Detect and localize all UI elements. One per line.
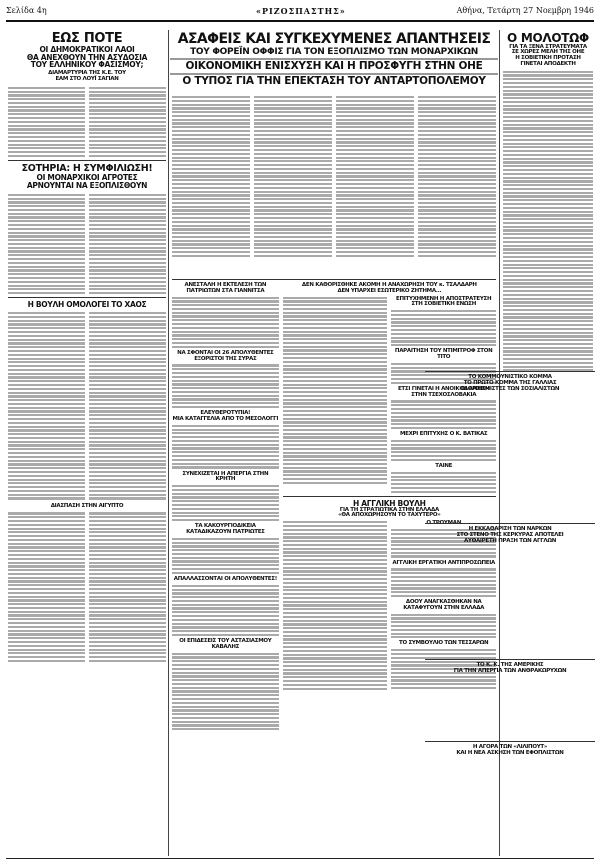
article-headline: ΟΙ ΜΟΝΑΡΧΙΚΟΙ ΑΓΡΟΤΕΣ bbox=[36, 173, 138, 183]
article-headline: ΤΟΥ ΕΛΛΗΝΙΚΟΥ ΦΑΣΙΣΜΟΥ; bbox=[30, 60, 144, 70]
banner-headline: ΟΙΚΟΝΟΜΙΚΗ ΕΝΙΣΧΥΣΗ ΚΑΙ Η ΠΡΟΣΦΥΓΗ ΣΤΗΝ ΟΗΕ bbox=[185, 60, 483, 73]
left-column bbox=[8, 32, 166, 862]
article-headline: ΣΥΝΕΧΙΖΕΤΑΙ Η ΑΠΕΡΓΙΑ ΣΤΗΝ ΚΡΗΤΗ bbox=[182, 470, 269, 483]
article-headline: ΤΟ ΣΥΜΒΟΥΛΙΟ ΤΩΝ ΤΕΣΣΑΡΩΝ bbox=[399, 640, 489, 647]
article-headline: ΜΙΑ ΚΑΤΑΓΓΕΛΙΑ ΑΠΟ ΤΟ ΜΕΣΟΛΟΓΓΙ bbox=[172, 415, 279, 422]
article-headline: ΣΕ ΧΩΡΕΣ ΜΕΛΗ ΤΗΣ ΟΗΕ bbox=[511, 49, 585, 56]
article-headline: ΓΙΑ ΤΗΝ ΑΠΕΡΓΙΑ ΤΩΝ ΑΝΘΡΑΚΩΡΥΧΩΝ bbox=[453, 667, 567, 674]
banner-headline: ΑΣΑΦΕΙΣ ΚΑΙ ΣΥΓΚΕΧΥΜΕΝΕΣ ΑΠΑΝΤΗΣΕΙΣ bbox=[177, 31, 491, 47]
article-headline: ΑΥΘΑΙΡΕΤΗ ΠΡΑΞΗ ΤΩΝ ΑΓΓΛΩΝ bbox=[463, 537, 557, 544]
article-headline: ΔΙΑΣΠΑΣΗ ΣΤΗΝ ΑΙΓΥΠΤΟ bbox=[50, 502, 124, 509]
banner-headline: Ο ΤΥΠΟΣ ΓΙΑ ΤΗΝ ΕΠΕΚΤΑΣΗ ΤΟΥ ΑΝΤΑΡΤΟΠΟΛΕΜΟΥ bbox=[182, 75, 486, 88]
article-headline: ΓΙΝΕΤΑΙ ΑΠΟΔΕΚΤΗ bbox=[520, 60, 576, 67]
article-headline: ΓΙΑ ΤΗ ΣΤΡΑΤΙΩΤΙΚΑ ΣΤΗΝ ΕΛΛΑΔΑ bbox=[339, 506, 439, 513]
article-headline: Ο ΤΡΟΥΜΑΝ bbox=[426, 520, 462, 527]
article-headline: ΓΙΑ ΤΑ ΞΕΝΑ ΣΤΡΑΤΕΥΜΑΤΑ bbox=[509, 43, 587, 50]
article-headline: ΕΛΕΥΘΕΡΟΤΥΠΙΑ! bbox=[200, 410, 251, 417]
article-headline: ΟΙ ΑΛΧΗΜΙΣΤΕΣ ΤΩΝ ΣΟΣΙΑΛΙΣΤΩΝ bbox=[460, 385, 560, 392]
article-headline: ΣΟΤΗΡΙΑ: Η ΣΥΜΦΙΛΙΩΣΗ! bbox=[21, 163, 153, 175]
column-rule bbox=[499, 30, 500, 856]
article-headline: ΑΠΑΛΛΑΣΣΟΝΤΑΙ ΟΙ ΑΠΟΛΥΘΕΝΤΕΣ! bbox=[173, 576, 277, 582]
article-headline: ΜΕΧΡΙ ΕΠΙΤΥΧΗΣ Ο Κ. ΒΑΤΙΚΑΣ bbox=[399, 431, 488, 438]
column-rule bbox=[168, 30, 169, 856]
article-headline: ΤΑΙΝΕ bbox=[435, 462, 453, 469]
article-headline: ΕΠΙΤΥΧΗΜΕΝΗ Η ΑΠΟΣΤΡΑΤΕΥΣΗ ΣΤΗ ΣΟΒΙΕΤΙΚΗ ΕΝΩΣΗ bbox=[396, 295, 492, 308]
banner-headline: ΤΟΥ ΦΟΡΕΪΝ ΟΦΦΙΣ ΓΙΑ ΤΟΝ ΕΞΟΠΛΙΣΜΟ ΤΩΝ ΜΟΝΑΡΧΙΚΩΝ bbox=[190, 46, 478, 57]
article-headline: Η ΑΓΓΛΙΚΗ ΒΟΥΛΗ bbox=[353, 498, 426, 508]
article-headline: ΕΩΣ ΠΟΤΕ bbox=[51, 32, 123, 46]
article-headline: ΟΙ ΕΠΙΔΕΣΕΙΣ ΤΟΥ ΑΣΤΑΣΙΑΣΜΟΥ ΚΑΒΑΛΗΣ bbox=[179, 638, 272, 650]
article-headline: ΔΕΝ ΥΠΑΡΧΕΙ ΕΣΩΤΕΡΙΚΟ ΖΗΤΗΜΑ... bbox=[337, 287, 442, 294]
article-headline: ΑΡΝΟΥΝΤΑΙ ΝΑ ΕΞΟΠΛΙΣΘΟΥΝ bbox=[26, 180, 148, 190]
article-headline: ΚΑΙ Η ΝΕΑ ΑΣΚΗΣΗ ΤΩΝ ΕΦΟΠΛΙΣΤΩΝ bbox=[456, 749, 564, 756]
article-headline: ΝΑ ΣΦΟΝΤΑΙ ΟΙ 26 ΑΠΟΛΥΘΕΝΤΕΣ ΕΞΟΡΙΣΤΟΙ ΤΗΣ ΣΥΡΑΣ bbox=[177, 349, 274, 362]
article-headline: ΕΤΣΙ ΓΙΝΕΤΑΙ Η ΑΝΟΙΚΟΔΟΜΗΣΗ ΣΤΗΝ ΤΣΕΧΟΣΛΟΒΑΚΙΑ bbox=[397, 385, 490, 398]
article-headline: ΠΑΡΑΙΤΗΣΗ ΤΟΥ ΝΤΙΜΙΤΡΟΦ ΣΤΟΝ ΤΙΤΟ bbox=[394, 348, 493, 361]
article-headline: ΔΟΟΥ ΑΝΑΓΚΑΣΘΗΚΑΝ ΝΑ ΚΑΤΑΦΥΓΟΥΝ ΣΤΗΝ ΕΛΛΑΔΑ bbox=[403, 599, 485, 611]
article-headline: ΑΝΕΣΤΑΛΗ Η ΕΚΤΕΛΕΣΗ ΤΩΝ ΠΑΤΡΙΩΤΩΝ ΣΤΑ ΓΙΑΝΝΙΤΣΑ bbox=[184, 282, 267, 294]
apergia-block bbox=[425, 656, 595, 675]
kommunist-block bbox=[425, 368, 595, 392]
lilipout-block bbox=[425, 738, 595, 757]
article-headline: «ΘΑ ΑΠΟΧΩΡΗΣΟΥΝ ΤΟ ΤΑΧΥΤΕΡΟ» bbox=[338, 512, 441, 519]
article-headline: ΔΕΝ ΚΑΘΟΡΙΣΘΗΚΕ ΑΚΟΜΗ Η ΑΝΑΧΩΡΗΣΗ ΤΟΥ κ. ΤΣΑΛΔΑΡΗ bbox=[301, 282, 477, 288]
article-headline: Η ΣΟΒΙΕΤΙΚΗ ΠΡΟΤΑΣΗ bbox=[515, 55, 581, 62]
article-headline: Η ΒΟΥΛΗ ΟΜΟΛΟΓΕΙ ΤΟ ΧΑΟΣ bbox=[27, 300, 147, 310]
article-subheadline: ΔΙΑΜΑΡΤΥΡΙΑ ΤΗΣ Κ.Ε. ΤΟΥ bbox=[48, 70, 126, 77]
footer-rule bbox=[6, 858, 594, 859]
page-number: Σελίδα 4η bbox=[6, 6, 47, 15]
masthead: «ΡΙΖΟΣΠΑΣΤΗΣ» bbox=[256, 6, 346, 16]
article-headline: ΑΓΓΛΙΚΗ ΕΡΓΑΤΙΚΗ ΑΝΤΙΠΡΟΣΩΠΕΙΑ bbox=[392, 559, 495, 566]
article-subheadline: ΕΑΜ ΣΤΟ ΛΟΥΪ ΣΑΓΙΑΝ bbox=[55, 76, 119, 83]
main-banner bbox=[170, 32, 498, 87]
issue-date: Αθήνα, Τετάρτη 27 Νοεμβρη 1946 bbox=[456, 6, 594, 15]
article-headline: ΣΤΟ ΣΤΕΝΟ ΤΗΣ ΚΕΡΚΥΡΑΣ ΑΠΟΤΕΛΕΙ bbox=[456, 531, 564, 538]
narkes-block bbox=[425, 520, 595, 544]
header-rule bbox=[6, 20, 594, 22]
article-headline: ΤΟ Κ. Κ. ΤΗΣ ΑΜΕΡΙΚΗΣ bbox=[476, 662, 544, 668]
page-header bbox=[6, 4, 594, 18]
article-headline: Ο ΜΟΛΟΤΩΦ bbox=[507, 32, 589, 45]
article-headline: Η ΕΚΚΑΘΑΡΙΣΗ ΤΩΝ ΝΑΡΚΩΝ bbox=[468, 526, 552, 532]
article-headline: ΘΑ ΑΝΕΧΘΟΥΝ ΤΗΝ ΑΣΥΔΟΣΙΑ bbox=[26, 52, 148, 62]
article-headline: ΤΟ ΚΟΜΜΟΥΝΙΣΤΙΚΟ ΚΟΜΜΑ bbox=[468, 374, 552, 380]
article-headline: ΤΑ ΚΑΚΟΥΡΓΙΟΔΙΚΕΙΑ ΚΑΤΑΔΙΚΑΖΟΥΝ ΠΑΤΡΙΩΤΕΣ bbox=[186, 523, 265, 536]
article-headline: Η ΑΓΟΡΑ ΤΩΝ «ΛΙΛΙΠΟΥΤ» bbox=[472, 744, 548, 750]
article-headline: ΟΙ ΔΗΜΟΚΡΑΤΙΚΟΙ ΛΑΟΙ bbox=[39, 44, 135, 54]
article-headline: ΤΟ ΠΡΩΤΟ ΚΟΜΜΑ ΤΗΣ ΓΑΛΛΙΑΣ bbox=[463, 379, 557, 386]
